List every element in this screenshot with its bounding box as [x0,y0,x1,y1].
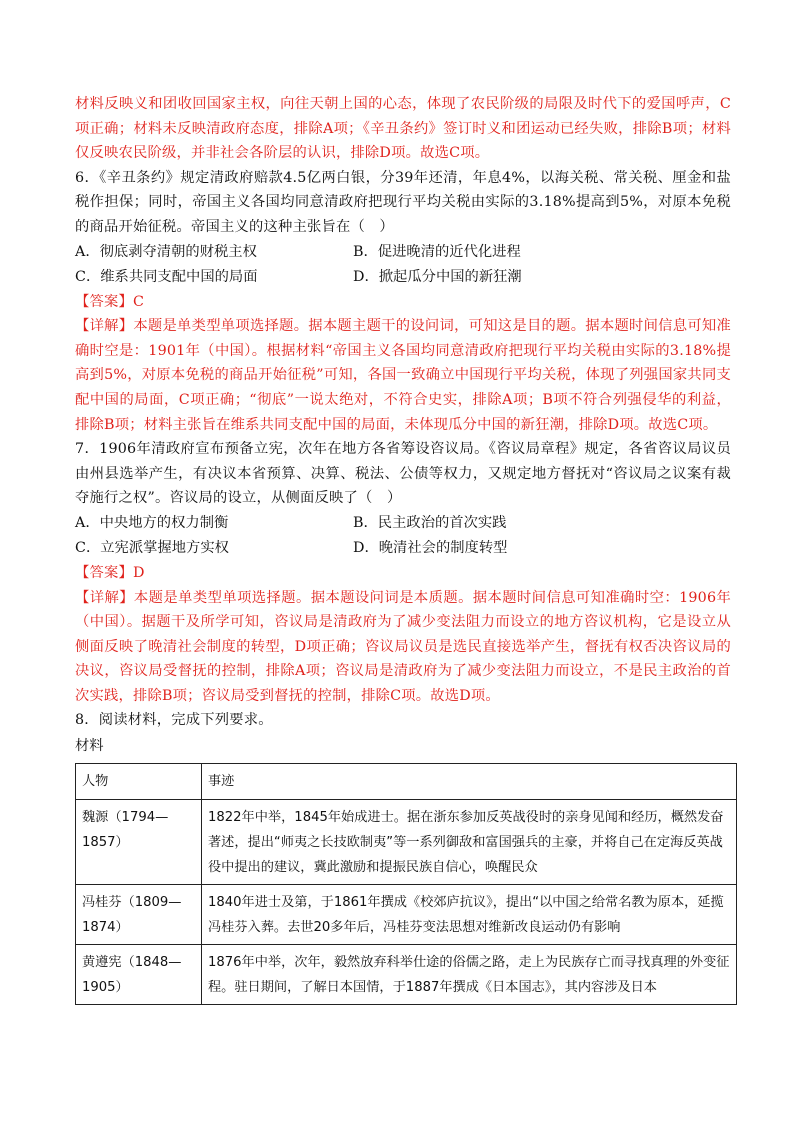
question-6-options-row-2 [75,265,731,290]
table-row [76,800,737,885]
question-7-options-row-1 [75,511,731,536]
option-c: C．维系共同支配中国的局面 [75,268,258,285]
material-label: 材料 [75,738,104,755]
option-d: D．晚清社会的制度转型 [353,539,508,556]
option-a: A．彻底剥夺清朝的财税主权 [75,243,257,260]
option-c: C．立宪派掌握地方实权 [75,539,229,556]
person-cell: 黄遵宪（1848—1905） [76,945,202,1005]
question-7-stem: 7．1906年清政府宣布预备立宪，次年在地方各省筹设咨议局。《咨议局章程》规定，各省咨议局议员由州县选举产生，有决议本省预算、决算、税法、公债等权力，又规定地方督抚对“咨议局之议案有裁夺施行之权”。咨议局的设立，从侧面反映了（ ） [75,441,731,507]
option-a: A．中央地方的权力制衡 [75,514,229,531]
column-header-person: 人物 [76,764,202,800]
question-7-options-row-2 [75,536,731,561]
deeds-cell: 1822年中举，1845年始成进士。据在浙东参加反英战役时的亲身见闻和经历，概然发奋著述，提出“师夷之长技欧制夷”等一系列御敌和富国强兵的主豪，并将自己在定海反英战役中提出的建议，冀此激励和提振民族自信心，唤醒民众 [202,800,737,885]
page-content [75,92,731,1005]
table-header-row [76,764,737,800]
table-row [76,945,737,1005]
deeds-cell: 1876年中举，次年，毅然放弃科举仕途的俗儒之路，走上为民族存亡而寻找真理的外变征程。驻日期间，了解日本国情，于1887年撰成《日本国志》，其内容涉及日本 [202,945,737,1005]
answer5-explanation: 材料反映义和团收回国家主权，向往天朝上国的心态，体现了农民阶级的局限及时代下的爱国呼声，C项正确；材料未反映清政府态度，排除A项；《辛丑条约》签订时义和团运动已经失败，排除B项；材料仅反映农民阶级，并非社会各阶层的认识，排除D项。故选C项。 [75,96,731,162]
question-8-stem: 8．阅读材料，完成下列要求。 [75,712,273,729]
question-7-answer: 【答案】D [75,564,145,581]
question-6-answer: 【答案】C [75,293,145,310]
question-6-options-row-1 [75,240,731,265]
material-table [75,763,737,1005]
table-row [76,885,737,945]
person-cell: 冯桂芬（1809—1874） [76,885,202,945]
option-b: B．民主政治的首次实践 [353,514,507,531]
person-cell: 魏源（1794—1857） [76,800,202,885]
deeds-cell: 1840年进士及第，于1861年撰成《校郊庐抗议》，提出“以中国之给常名教为原本，延揽冯桂芬入葬。去世20多年后，冯桂芬变法思想对维新改良运动仍有影响 [202,885,737,945]
column-header-deeds: 事迹 [202,764,737,800]
question-6-detail: 【详解】本题是单类型单项选择题。据本题主题干的设问词，可知这是目的题。据本题时间信息可知准确时空是：1901年（中国）。根据材料“帝国主义各国均同意清政府把现行平均关税由实际的3.18%提高到5%，对原本免税的商品开始征税”可知，各国一致确立中国现行平均关税，体现了列强国家共同支配中国的局面，C项正确；“彻底”一说太绝对，不符合史实，排除A项；B项不符合列强侵华的利益，排除B项；材料主张旨在维系共同支配中国的局面，未体现瓜分中国的新狂潮，排除D项。故选C项。 [75,318,731,433]
option-d: D．掀起瓜分中国的新狂潮 [353,268,522,285]
question-7-detail: 【详解】本题是单类型单项选择题。据本题设问词是本质题。据本题时间信息可知准确时空：1906年（中国）。据题干及所学可知，咨议局是清政府为了减少变法阻力而设立的地方咨议机构，它是设立从侧面反映了晚清社会制度的转型，D项正确；咨议局议员是选民直接选举产生，督抚有权否决咨议局的决议，咨议局受督抚的控制，排除A项；咨议局是清政府为了减少变法阻力而设立，不是民主政治的首次实践，排除B项；咨议局受到督抚的控制，排除C项。故选D项。 [75,589,731,704]
question-6-stem: 6．《辛丑条约》规定清政府赔款4.5亿两白银，分39年还清，年息4%，以海关税、常关税、厘金和盐税作担保；同时，帝国主义各国均同意清政府把现行平均关税由实际的3.18%提高到5%，对原本免税的商品开始征税。帝国主义的这种主张旨在（ ） [75,169,731,235]
option-b: B．促进晚清的近代化进程 [353,243,521,260]
